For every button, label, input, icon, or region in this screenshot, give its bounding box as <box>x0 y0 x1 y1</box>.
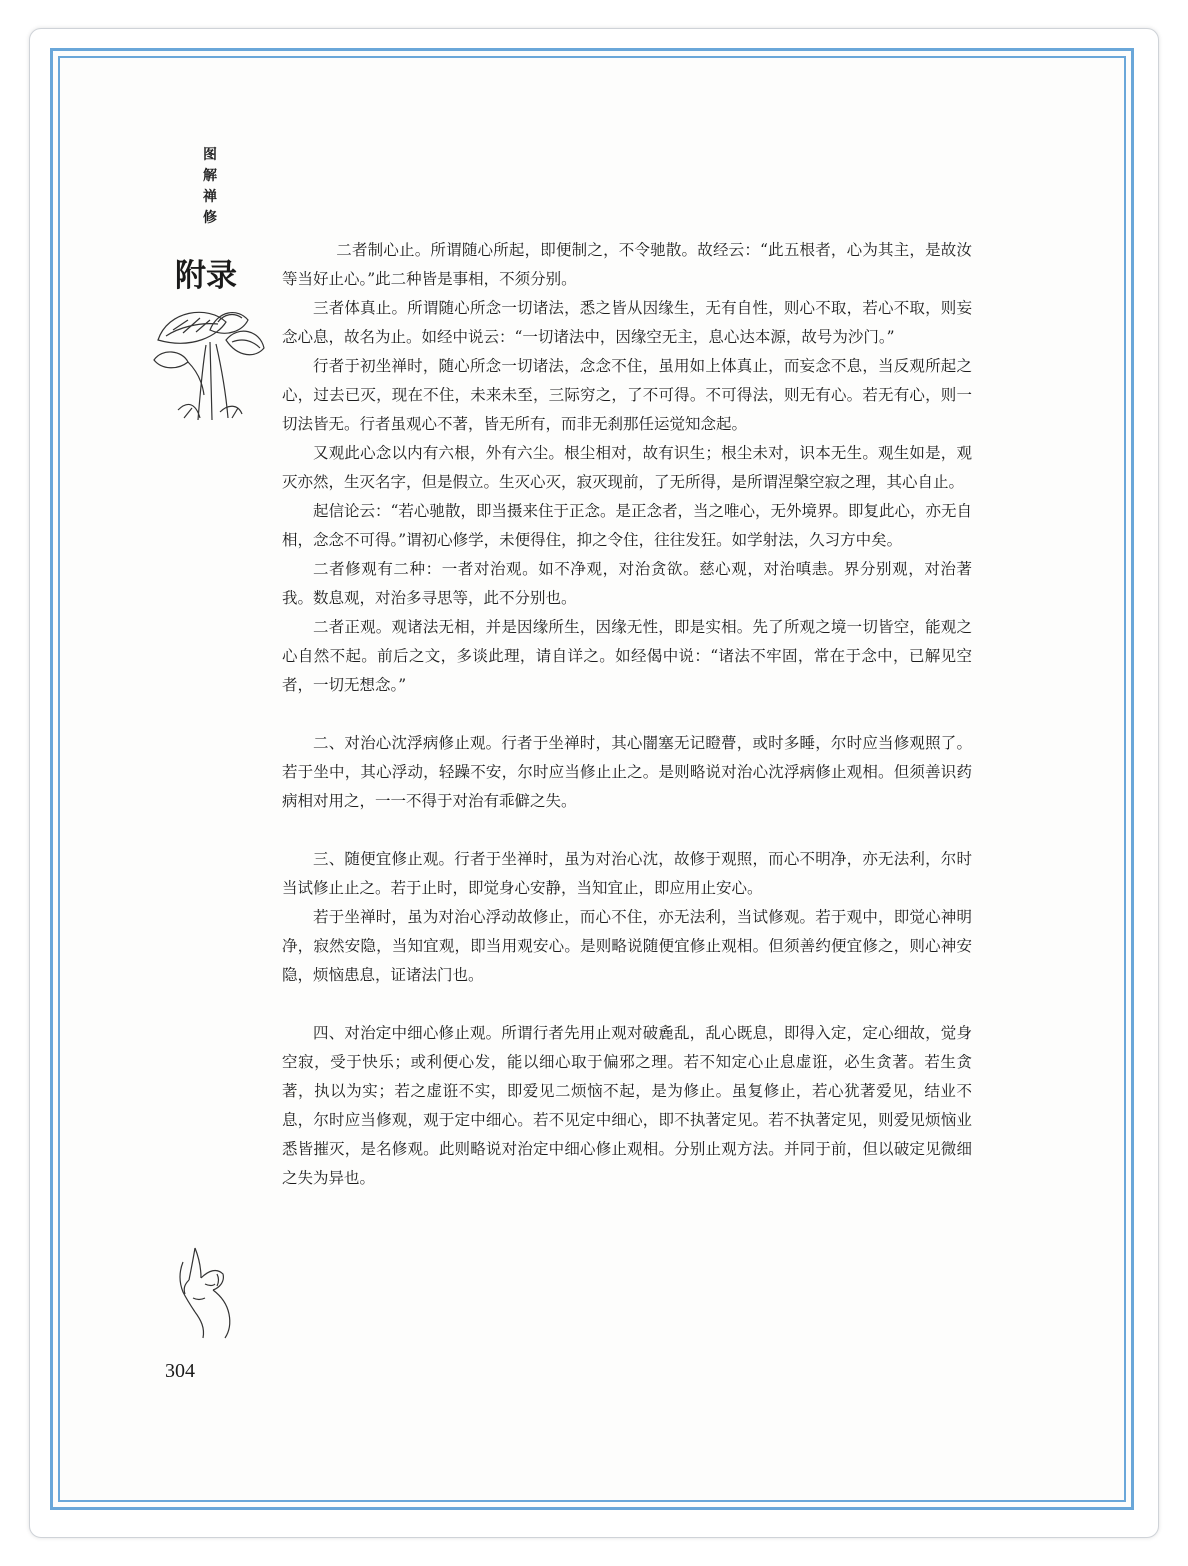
paragraph: 四、对治定中细心修止观。所谓行者先用止观对破麁乱，乱心既息，即得入定，定心细故，觉身空寂，受于快乐；或利便心发，能以细心取于偏邪之理。若不知定心止息虚诳，必生贪著。若生贪著，执以为实；若之虚诳不实，即爱见二烦恼不起，是为修止。虽复修止，若心犹著爱见，结业不息，尔时应当修观，观于定中细心。若不见定中细心，即不执著定见。若不执著定见，则爱见烦恼业悉皆摧灭，是名修观。此则略说对治定中细心修止观相。分别止观方法。并同于前，但以破定见微细之失为异也。 <box>282 1024 972 1187</box>
body-text <box>282 236 972 1193</box>
series-char: 修 <box>203 210 217 226</box>
paragraph: 三者体真止。所谓随心所念一切诸法，悉之皆从因缘生，无有自性，则心不取，若心不取，则妄念心息，故名为止。如经中说云：“一切诸法中，因缘空无主，息心达本源，故号为沙门。” <box>282 299 972 346</box>
paragraph: 又观此心念以内有六根，外有六尘。根尘相对，故有识生；根尘未对，识本无生。观生如是，观灭亦然，生灭名字，但是假立。生灭心灭，寂灭现前，了无所得，是所谓涅槃空寂之理，其心自止。 <box>282 444 972 491</box>
series-char: 图 <box>203 147 217 163</box>
paragraph: 若于坐禅时，虽为对治心浮动故修止，而心不住，亦无法利，当试修观。若于观中，即觉心神明净，寂然安隐，当知宜观，即当用观安心。是则略说随便宜修止观相。但须善约便宜修之，则心神安隐，烦恼患息，证诸法门也。 <box>282 908 972 984</box>
paragraph: 二、对治心沈浮病修止观。行者于坐禅时，其心闇塞无记瞪瞢，或时多睡，尔时应当修观照了。若于坐中，其心浮动，轻躁不安，尔时应当修止止之。是则略说对治心沈浮病修止观相。但须善识药病相对用之，一一不得于对治有乖僻之失。 <box>282 734 972 810</box>
lotus-illustration-icon <box>148 300 268 425</box>
paragraph: 二者修观有二种：一者对治观。如不净观，对治贪欲。慈心观，对治嗔恚。界分别观，对治著我。数息观，对治多寻思等，此不分别也。 <box>282 560 972 607</box>
series-title-vertical <box>198 145 222 229</box>
series-char: 解 <box>203 168 217 184</box>
paragraph: 行者于初坐禅时，随心所念一切诸法，念念不住，虽用如上体真止，而妄念不息，当反观所起之心，过去已灭，现在不住，未来未至，三际穷之，了不可得。不可得法，则无有心。若无有心，则一切法皆无。行者虽观心不著，皆无所有，而非无刹那任运觉知念起。 <box>282 357 972 433</box>
mudra-hand-illustration-icon <box>165 1240 245 1340</box>
page-number: 304 <box>165 1360 195 1382</box>
series-char: 禅 <box>203 189 217 205</box>
section-title: 附录 <box>175 258 237 294</box>
paragraph: 三、随便宜修止观。行者于坐禅时，虽为对治心沈，故修于观照，而心不明净，亦无法利，尔时当试修止止之。若于止时，即觉身心安静，当知宜止，即应用止安心。 <box>282 850 972 897</box>
paragraph: 二者制心止。所谓随心所起，即便制之，不令驰散。故经云：“此五根者，心为其主，是故汝等当好止心。”此二种皆是事相，不须分别。 <box>282 241 972 288</box>
paragraph: 起信论云：“若心驰散，即当摄来住于正念。是正念者，当之唯心，无外境界。即复此心，亦无自相，念念不可得。”谓初心修学，未便得住，抑之令住，往往发狂。如学射法，久习方中矣。 <box>282 502 972 549</box>
paragraph: 二者正观。观诸法无相，并是因缘所生，因缘无性，即是实相。先了所观之境一切皆空，能观之心自然不起。前后之文，多谈此理，请自详之。如经偈中说：“诸法不牢固，常在于念中，已解见空者，一切无想念。” <box>282 618 972 694</box>
